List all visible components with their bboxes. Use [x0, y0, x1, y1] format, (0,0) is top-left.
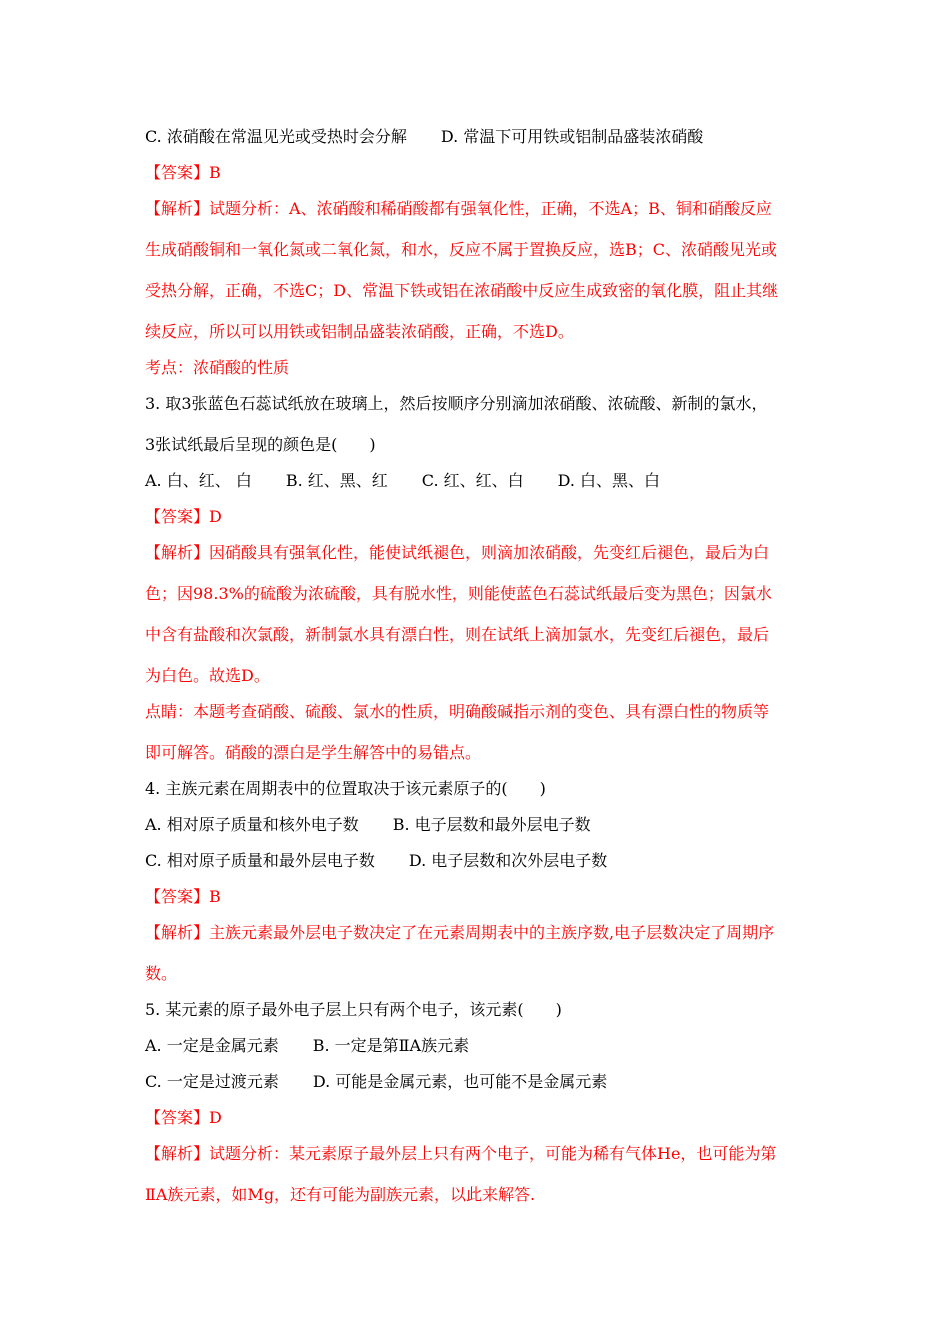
q4-analysis-line-1: 【解析】主族元素最外层电子数决定了在元素周期表中的主族序数,电子层数决定了周期序 — [145, 923, 775, 942]
q4-analysis-line-2: 数。 — [145, 964, 178, 983]
q5-option-a: A. 一定是金属元素 — [145, 1036, 279, 1055]
q5-analysis-line-2: ⅡA族元素，如Mg，还有可能为副族元素，以此来解答. — [145, 1185, 536, 1204]
q5-option-d: D. 可能是金属元素，也可能不是金属元素 — [312, 1072, 608, 1091]
q4-option-a: A. 相对原子质量和核外电子数 — [145, 815, 359, 834]
q2-kaodian: 考点：浓硝酸的性质 — [145, 358, 290, 377]
q2-analysis-line-3: 受热分解，正确，不选C；D、常温下铁或铝在浓硝酸中反应生成致密的氧化膜，阻止其继 — [145, 281, 779, 300]
q3-dianjing-line-2: 即可解答。硝酸的漂白是学生解答中的易错点。 — [145, 743, 482, 762]
q4-option-c: C. 相对原子质量和最外层电子数 — [145, 851, 375, 870]
q3-analysis-line-1: 【解析】因硝酸具有强氧化性，能使试纸褪色，则滴加浓硝酸，先变红后褪色，最后为白 — [145, 543, 770, 562]
q3-options — [145, 471, 660, 491]
q3-dianjing-line-1: 点睛：本题考查硝酸、硫酸、氯水的性质，明确酸碱指示剂的变色、具有漂白性的物质等 — [145, 702, 770, 721]
q5-option-c: C. 一定是过渡元素 — [145, 1072, 279, 1091]
q2-analysis-line-2: 生成硝酸铜和一氧化氮或二氧化氮，和水，反应不属于置换反应，选B；C、浓硝酸见光或 — [145, 240, 778, 259]
q3-stem-line-1: 3. 取3张蓝色石蕊试纸放在玻璃上，然后按顺序分别滴加浓硝酸、浓硫酸、新制的氯水， — [145, 394, 768, 413]
q4-answer: 【答案】B — [145, 887, 221, 906]
q3-option-d: D. 白、黑、白 — [557, 471, 661, 490]
q4-stem: 4. 主族元素在周期表中的位置取决于该元素原子的( ) — [145, 779, 546, 798]
q3-option-b: B. 红、黑、红 — [285, 471, 388, 490]
q2-answer: 【答案】B — [145, 163, 221, 182]
q2-analysis-line-4: 续反应，所以可以用铁或铝制品盛装浓硝酸，正确，不选D。 — [145, 322, 574, 341]
q5-analysis-line-1: 【解析】试题分析：某元素原子最外层上只有两个电子，可能为稀有气体He，也可能为第 — [145, 1144, 777, 1163]
q5-stem: 5. 某元素的原子最外电子层上只有两个电子，该元素( ) — [145, 1000, 562, 1019]
q5-options-ab — [145, 1036, 469, 1056]
q5-option-b: B. 一定是第ⅡA族元素 — [312, 1036, 470, 1055]
q4-option-b: B. 电子层数和最外层电子数 — [392, 815, 591, 834]
q3-option-a: A. 白、红、 白 — [145, 471, 252, 490]
q4-options-ab — [145, 815, 591, 835]
q5-answer: 【答案】D — [145, 1108, 222, 1127]
q2-options-cd — [145, 127, 703, 147]
q3-answer: 【答案】D — [145, 507, 222, 526]
q3-analysis-line-4: 为白色。故选D。 — [145, 666, 270, 685]
q5-options-cd — [145, 1072, 607, 1092]
q3-analysis-line-3: 中含有盐酸和次氯酸，新制氯水具有漂白性，则在试纸上滴加氯水，先变红后褪色，最后 — [145, 625, 770, 644]
q3-option-c: C. 红、红、白 — [421, 471, 524, 490]
q2-option-c: C. 浓硝酸在常温见光或受热时会分解 — [145, 127, 407, 146]
q4-options-cd — [145, 851, 607, 871]
q2-option-d: D. 常温下可用铁或铝制品盛装浓硝酸 — [440, 127, 704, 146]
q3-analysis-line-2: 色；因98.3%的硫酸为浓硫酸，具有脱水性，则能使蓝色石蕊试纸最后变为黑色；因氯水 — [145, 584, 772, 603]
q4-option-d: D. 电子层数和次外层电子数 — [408, 851, 608, 870]
q3-stem-line-2: 3张试纸最后呈现的颜色是( ) — [145, 435, 376, 454]
q2-analysis-line-1: 【解析】试题分析：A、浓硝酸和稀硝酸都有强氧化性，正确，不选A；B、铜和硝酸反应 — [145, 199, 772, 218]
